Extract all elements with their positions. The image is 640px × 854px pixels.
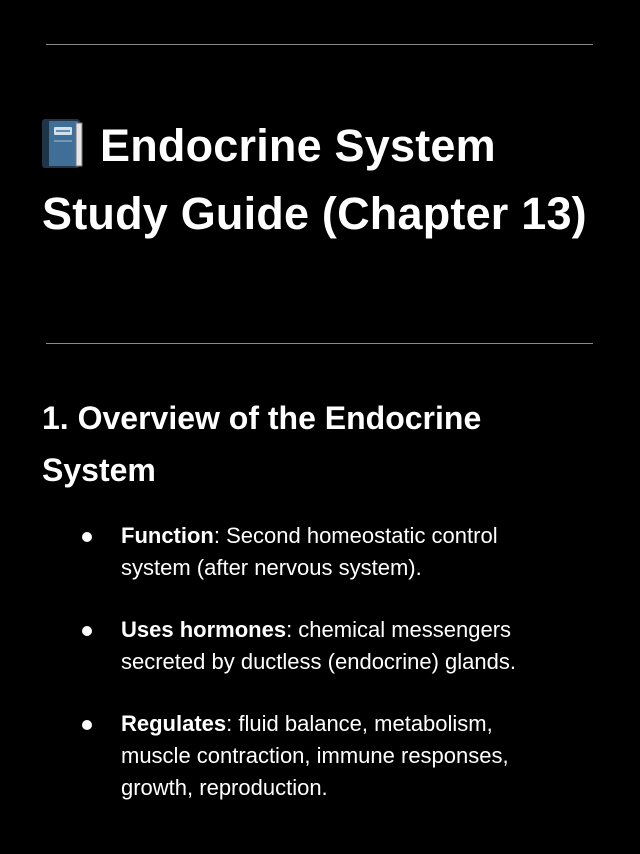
horizontal-rule-top — [46, 44, 593, 45]
bullet-text: : chemical messengers secreted by ductless (endocrine) glands. — [121, 617, 516, 674]
horizontal-rule-section — [46, 343, 593, 344]
bullet-dot — [82, 720, 92, 730]
blue-book-icon — [42, 119, 84, 169]
document-title — [42, 112, 602, 248]
list-item — [0, 520, 561, 584]
list-item — [0, 708, 561, 804]
bullet-text: : Second homeostatic control system (after nervous system). — [121, 523, 498, 580]
bullet-dot — [82, 532, 92, 542]
bullet-term: Uses hormones — [121, 617, 287, 642]
bullet-list — [0, 520, 640, 834]
bullet-term: Function — [121, 523, 214, 548]
bullet-term: Regulates — [121, 711, 227, 736]
bullet-text: : fluid balance, metabolism, muscle contraction, immune responses, growth, reproduction. — [121, 711, 509, 800]
bullet-dot — [82, 626, 92, 636]
document-title-text: Endocrine System Study Guide (Chapter 13) — [42, 120, 587, 239]
list-item — [0, 614, 561, 678]
section-heading: 1. Overview of the Endocrine System — [42, 400, 482, 488]
